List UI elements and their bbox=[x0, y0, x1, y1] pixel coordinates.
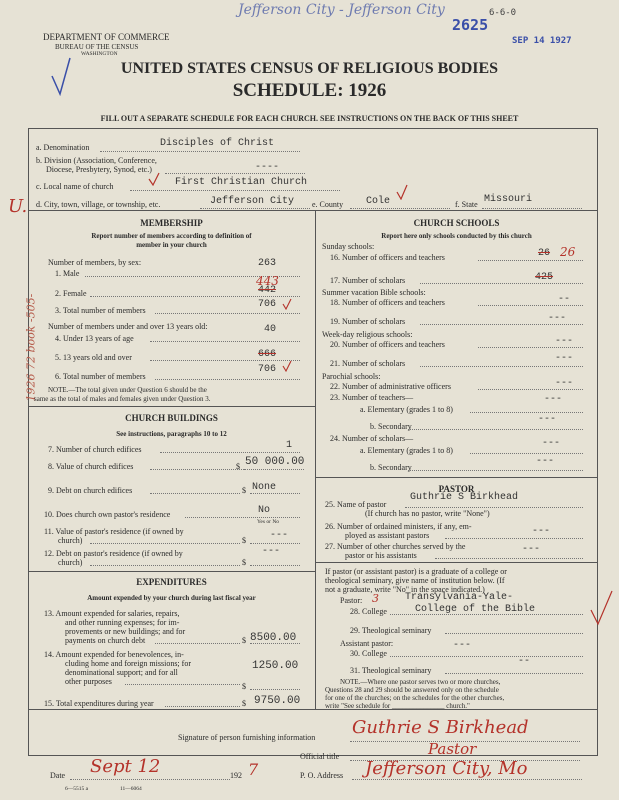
q25-value: Guthrie S Birkhead bbox=[410, 492, 519, 503]
division-label: b. Division (Association, Conference, bbox=[36, 156, 157, 165]
q12-label: 12. Debt on pastor's residence (if owned by bbox=[44, 549, 183, 558]
q26-label: 26. Number of ordained ministers, if any, em- bbox=[325, 522, 472, 531]
q17-value: 425 bbox=[535, 272, 554, 283]
q6-value: 706 bbox=[258, 364, 277, 375]
expenditures-divider bbox=[28, 571, 315, 572]
weekday-schools: Week-day religious schools: bbox=[322, 330, 413, 339]
graduate-note-2: theological seminary, give name of institution below. (If bbox=[325, 576, 505, 585]
membership-note-2: same as the total of males and females given under Question 3. bbox=[34, 395, 211, 403]
q2-struck-value: 442 bbox=[258, 285, 277, 296]
department-name: DEPARTMENT OF COMMERCE bbox=[43, 32, 170, 42]
q24b-label: b. Secondary bbox=[370, 463, 412, 472]
schools-intro: Report here only schools conducted by this church bbox=[381, 232, 532, 240]
dollar-sign: $ bbox=[242, 699, 246, 708]
print-code: 11—6064 bbox=[120, 786, 142, 792]
margin-mark: U. bbox=[8, 196, 28, 217]
q7-value: 1 bbox=[286, 440, 293, 451]
q13-label-4: payments on church debt bbox=[65, 636, 146, 645]
schedule-title: SCHEDULE: 1926 bbox=[232, 80, 387, 101]
q30-value: --- bbox=[453, 640, 472, 651]
q7-label: 7. Number of church edifices bbox=[48, 445, 142, 454]
church-name-label: c. Local name of church bbox=[36, 182, 114, 191]
q13-label-2: and other running expenses; for im- bbox=[65, 618, 180, 627]
q24-label: 24. Number of scholars— bbox=[330, 434, 414, 443]
graduate-note-3: not a graduate, write "No" in the space indicated.) bbox=[325, 585, 485, 594]
q1-label: 1. Male bbox=[55, 269, 80, 278]
q14-value: 1250.00 bbox=[252, 660, 299, 672]
q20-value: --- bbox=[555, 336, 574, 347]
q15-value: 9750.00 bbox=[254, 695, 301, 707]
red-check-icon bbox=[396, 184, 408, 200]
state-value: Missouri bbox=[484, 194, 533, 205]
q8-label: 8. Value of church edifices bbox=[48, 462, 134, 471]
q15-label: 15. Total expenditures during year bbox=[44, 699, 154, 708]
assistant-pastor-label: Assistant pastor: bbox=[340, 639, 394, 648]
buildings-intro: See instructions, paragraphs 10 to 12 bbox=[116, 430, 227, 438]
q26-label-2: ployed as assistant pastors bbox=[345, 531, 430, 540]
box-top bbox=[28, 128, 598, 129]
q19-value: --- bbox=[548, 313, 567, 324]
header-divider bbox=[28, 210, 598, 211]
state-label: f. State bbox=[455, 200, 478, 209]
q20-label: 20. Number of officers and teachers bbox=[330, 340, 445, 349]
county-label: e. County bbox=[312, 200, 344, 209]
q28-label: 28. College bbox=[350, 607, 387, 616]
summer-schools: Summer vacation Bible schools: bbox=[322, 288, 426, 297]
pastor-divider bbox=[316, 477, 597, 478]
q10-value: No bbox=[258, 505, 271, 516]
membership-note: NOTE.—The total given under Question 6 should be the bbox=[48, 386, 207, 394]
stamp-number: 2625 bbox=[452, 16, 489, 34]
buildings-divider bbox=[28, 406, 315, 407]
q16-label: 16. Number of officers and teachers bbox=[330, 253, 445, 262]
q4-label: 4. Under 13 years of age bbox=[55, 334, 134, 343]
q9-label: 9. Debt on church edifices bbox=[48, 486, 133, 495]
stamp-date: SEP 14 1927 bbox=[512, 36, 572, 46]
q31-value: -- bbox=[518, 656, 531, 667]
q27-label-2: pastor or his assistants bbox=[345, 551, 417, 560]
q18-label: 18. Number of officers and teachers bbox=[330, 298, 445, 307]
q5-label: 5. 13 years old and over bbox=[55, 353, 132, 362]
q24a-label: a. Elementary (grades 1 to 8) bbox=[360, 446, 453, 455]
signature-label: Signature of person furnishing information bbox=[178, 733, 316, 742]
q8-value: 50 000.00 bbox=[245, 456, 305, 468]
dollar-sign: $ bbox=[242, 636, 246, 645]
signature-divider bbox=[28, 709, 598, 710]
year-prefix: 192 bbox=[230, 771, 242, 780]
washington-label: WASHINGTON bbox=[81, 51, 118, 57]
dollar-sign: $ bbox=[242, 486, 246, 495]
q31-label: 31. Theological seminary bbox=[350, 666, 432, 675]
q23a-value: --- bbox=[544, 394, 563, 405]
official-title-value: Pastor bbox=[428, 740, 477, 758]
q12-label-2: church) bbox=[58, 558, 83, 567]
q2-label: 2. Female bbox=[55, 289, 87, 298]
pastor-note: NOTE.—Where one pastor serves two or more churches, bbox=[340, 678, 501, 686]
church-name-value: First Christian Church bbox=[175, 177, 308, 188]
pastor-note-2: Questions 28 and 29 should be answered only on the schedule bbox=[325, 686, 499, 694]
q22-value: --- bbox=[555, 378, 574, 389]
graduate-divider bbox=[316, 562, 597, 563]
q24a-value: --- bbox=[542, 438, 561, 449]
sunday-schools: Sunday schools: bbox=[322, 242, 375, 251]
instruction-line: FILL OUT A SEPARATE SCHEDULE FOR EACH CHURCH. SEE INSTRUCTIONS ON THE BACK OF THIS SHEET bbox=[100, 114, 519, 123]
q5-value: 666 bbox=[258, 349, 277, 360]
denomination-label: a. Denomination bbox=[36, 143, 90, 152]
denomination-value: Disciples of Christ bbox=[160, 138, 275, 149]
q10-hint: Yes or No bbox=[257, 519, 280, 525]
schools-title: CHURCH SCHOOLS bbox=[413, 218, 500, 228]
form-code: 6—5515 a bbox=[65, 786, 89, 792]
dollar-sign: $ bbox=[242, 682, 246, 691]
q28-value: Transylvania-Yale- bbox=[405, 592, 514, 603]
q27-value: --- bbox=[522, 544, 541, 555]
members-under-over: Number of members under and over 13 years old: bbox=[48, 322, 208, 331]
q3-value: 706 bbox=[258, 299, 277, 310]
stamp-code: 6-6-0 bbox=[489, 8, 517, 18]
po-address-label: P. O. Address bbox=[300, 771, 344, 780]
form-title: UNITED STATES CENSUS OF RELIGIOUS BODIES bbox=[120, 60, 499, 77]
q21-value: --- bbox=[555, 353, 574, 364]
q16-struck-value: 26 bbox=[538, 248, 551, 259]
membership-title: MEMBERSHIP bbox=[140, 218, 203, 228]
graduate-note: If pastor (or assistant pastor) is a graduate of a college or bbox=[325, 567, 507, 576]
q11-value: --- bbox=[270, 530, 289, 541]
bureau-name: BUREAU OF THE CENSUS bbox=[55, 43, 139, 51]
dollar-sign: $ bbox=[242, 536, 246, 545]
q26-value: --- bbox=[532, 526, 551, 537]
margin-note: 1926 72 book -505- bbox=[24, 293, 38, 402]
county-value: Cole bbox=[366, 196, 391, 207]
members-by-sex: Number of members, by sex: bbox=[48, 258, 142, 267]
q16-value: 26 bbox=[560, 245, 576, 259]
expenditures-title: EXPENDITURES bbox=[136, 577, 207, 587]
city-label: d. City, town, village, or township, etc. bbox=[36, 200, 161, 209]
q18-value: -- bbox=[558, 294, 571, 305]
po-address-value: Jefferson City, Mo bbox=[365, 758, 528, 779]
pastor-note-4: write "See schedule for _______________ church." bbox=[325, 702, 470, 710]
year-digit: 7 bbox=[248, 760, 259, 779]
q13-value: 8500.00 bbox=[250, 632, 297, 644]
dollar-sign: $ bbox=[236, 462, 240, 471]
q11-label: 11. Value of pastor's residence (if owned by bbox=[44, 527, 184, 536]
q14-label-2: cluding home and foreign missions; for bbox=[65, 659, 191, 668]
q28-value-2: College of the Bible bbox=[415, 604, 536, 615]
column-divider bbox=[315, 210, 316, 710]
expenditures-intro: Amount expended by your church during last fiscal year bbox=[87, 594, 256, 602]
division-label-2: Diocese, Presbytery, Synod, etc.) bbox=[46, 165, 152, 174]
q13-label: 13. Amount expended for salaries, repairs, bbox=[44, 609, 180, 618]
pastor-mark: 3 bbox=[372, 592, 379, 605]
q11-label-2: church) bbox=[58, 536, 83, 545]
red-check-icon bbox=[590, 590, 614, 626]
division-value: ---- bbox=[255, 162, 280, 173]
q19-label: 19. Number of scholars bbox=[330, 317, 406, 326]
q27-label: 27. Number of other churches served by the bbox=[325, 542, 466, 551]
q30-label: 30. College bbox=[350, 649, 387, 658]
q14-label: 14. Amount expended for benevolences, in- bbox=[44, 650, 184, 659]
buildings-title: CHURCH BUILDINGS bbox=[125, 413, 218, 423]
q2-correction: 443 bbox=[256, 274, 279, 288]
red-check-icon bbox=[282, 360, 292, 372]
q22-label: 22. Number of administrative officers bbox=[330, 382, 451, 391]
q17-label: 17. Number of scholars bbox=[330, 276, 406, 285]
q25-label: 25. Name of pastor bbox=[325, 500, 387, 509]
red-check-icon bbox=[282, 298, 292, 310]
date-value: Sept 12 bbox=[90, 756, 161, 777]
date-label: Date bbox=[50, 771, 66, 780]
q10-label: 10. Does church own pastor's residence bbox=[44, 510, 171, 519]
pastor-label: Pastor: bbox=[340, 596, 363, 605]
handwritten-city: Jefferson City - Jefferson City bbox=[238, 2, 445, 18]
q25-hint: (If church has no pastor, write "None") bbox=[365, 509, 490, 518]
parochial-schools: Parochial schools: bbox=[322, 372, 381, 381]
official-title-label: Official title bbox=[300, 752, 340, 761]
membership-intro-2: member in your church bbox=[136, 241, 207, 249]
q23b-label: b. Secondary bbox=[370, 422, 412, 431]
q23a-label: a. Elementary (grades 1 to 8) bbox=[360, 405, 453, 414]
q13-label-3: provements or new buildings; and for bbox=[65, 627, 186, 636]
pastor-title: PASTOR bbox=[438, 484, 475, 494]
dollar-sign: $ bbox=[242, 558, 246, 567]
q24b-value: --- bbox=[536, 456, 555, 467]
q29-label: 29. Theological seminary bbox=[350, 626, 432, 635]
q6-label: 6. Total number of members bbox=[55, 372, 146, 381]
q3-label: 3. Total number of members bbox=[55, 306, 146, 315]
q14-label-4: other purposes bbox=[65, 677, 112, 686]
q12-value: --- bbox=[262, 546, 281, 557]
box-right bbox=[597, 128, 598, 756]
membership-intro: Report number of members according to definition of bbox=[91, 232, 252, 240]
pastor-note-3: for one of the churches; on the schedules for the other churches, bbox=[325, 694, 505, 702]
q1-value: 263 bbox=[258, 258, 277, 269]
city-value: Jefferson City bbox=[210, 196, 295, 207]
q23b-value: --- bbox=[538, 414, 557, 425]
q9-value: None bbox=[252, 482, 277, 493]
q14-label-3: denominational support; and for all bbox=[65, 668, 178, 677]
q23-label: 23. Number of teachers— bbox=[330, 393, 414, 402]
red-check-icon bbox=[148, 172, 160, 186]
q4-value: 40 bbox=[264, 324, 277, 335]
q21-label: 21. Number of scholars bbox=[330, 359, 406, 368]
signature: Guthrie S Birkhead bbox=[352, 717, 529, 738]
